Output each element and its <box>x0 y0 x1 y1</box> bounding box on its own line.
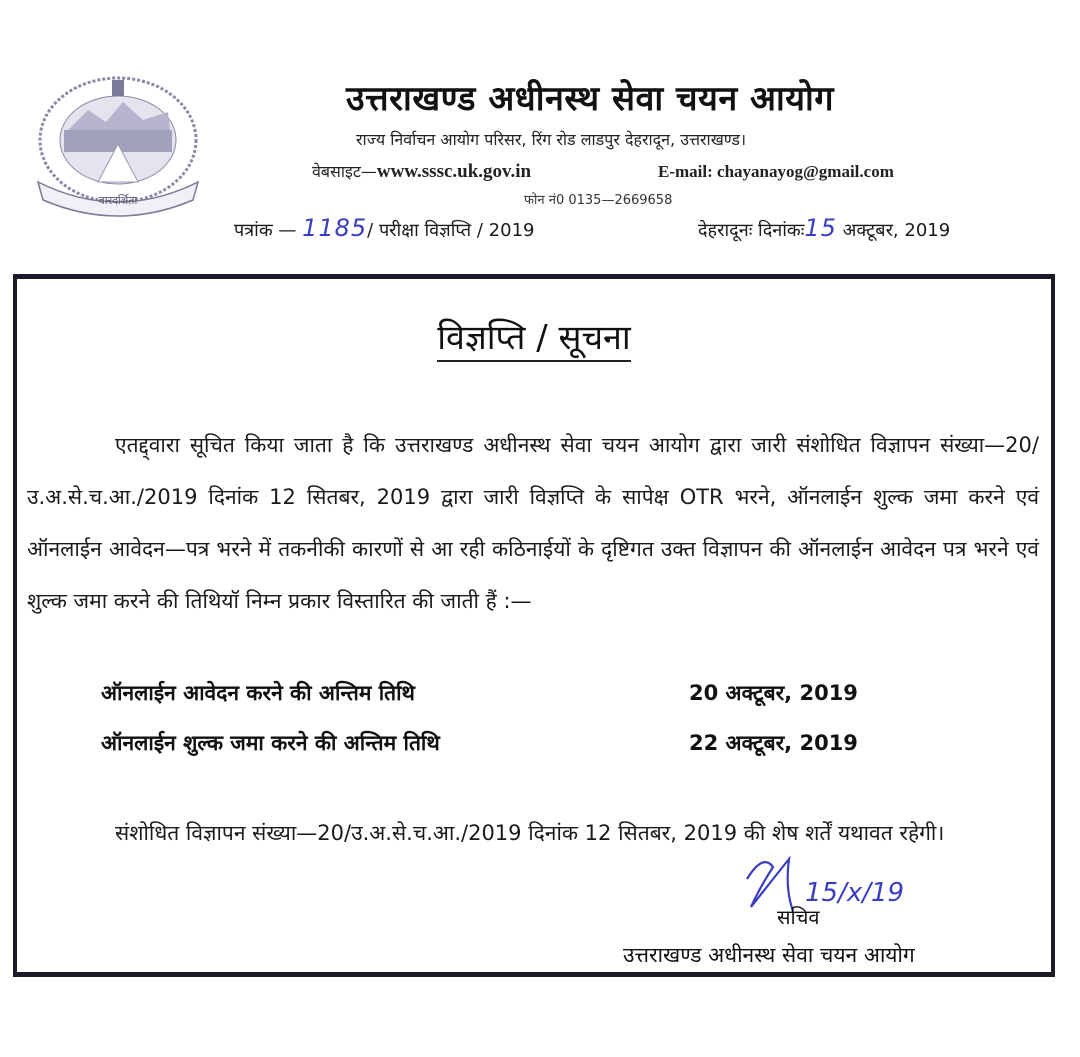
deadline-date-fee: 22 अक्टूबर, 2019 <box>689 731 858 755</box>
signature-date: 15/x/19 <box>805 878 905 908</box>
organization-address: राज्य निर्वाचन आयोग परिसर, रिंग रोड लाडपुर देहरादून, उत्तराखण्ड। <box>356 130 747 149</box>
reference-suffix: / परीक्षा विज्ञप्ति / 2019 <box>367 220 535 241</box>
date-suffix: अक्टूबर, 2019 <box>836 220 951 241</box>
signatory-designation: सचिव <box>777 905 820 929</box>
notice-title <box>17 313 1051 359</box>
signature-scribble <box>733 849 943 919</box>
notice-title-text: विज्ञप्ति / सूचना <box>437 318 630 362</box>
deadline-date-application: 20 अक्टूबर, 2019 <box>689 681 858 705</box>
handwritten-date-day: 15 <box>804 214 837 242</box>
website-link[interactable]: www.sssc.uk.gov.in <box>376 161 532 182</box>
website-line <box>312 160 531 183</box>
organization-title: उत्तराखण्ड अधीनस्थ सेवा चयन आयोग <box>346 79 834 119</box>
closing-paragraph: संशोधित विज्ञापन संख्या—20/उ.अ.से.च.आ./2019 दिनांक 12 सितबर, 2019 की शेष शर्तें यथावत रहेगी। <box>115 821 945 845</box>
reference-number <box>234 214 535 242</box>
website-label: वेबसाइट— <box>312 162 377 181</box>
phone-number: फोन नं0 0135—2669658 <box>524 193 673 208</box>
commission-emblem <box>28 72 208 222</box>
issue-date <box>698 214 950 242</box>
date-prefix: देहरादूनः दिनांकः <box>698 220 805 241</box>
email-address[interactable]: E-mail: chayanayog@gmail.com <box>658 162 894 181</box>
svg-text:वारदर्शिता: वारदर्शिता <box>98 194 138 207</box>
deadline-label-fee: ऑनलाईन शुल्क जमा करने की अन्तिम तिथि <box>101 731 440 755</box>
handwritten-reference-number: 1185 <box>302 214 368 242</box>
reference-prefix: पत्रांक — <box>234 220 303 241</box>
deadline-label-application: ऑनलाईन आवेदन करने की अन्तिम तिथि <box>101 681 415 705</box>
signatory-organization: उत्तराखण्ड अधीनस्थ सेवा चयन आयोग <box>623 943 915 967</box>
notice-box <box>13 274 1055 977</box>
notice-body: एतद्द्वारा सूचित किया जाता है कि उत्तराखण्ड अधीनस्थ सेवा चयन आयोग द्वारा जारी संशोधित विज्ञापन संख्या—20/उ.अ.से.च.आ./2019 दिनांक 12 सितबर, 2019 द्वारा जारी विज्ञप्ति के सापेक्ष OTR भरने, ऑनलाईन शुल्क जमा करने एवं ऑनलाईन आवेदन—पत्र भरने में तकनीकी कारणों से आ रही कठिनाईयों के दृष्टिगत उक्त विज्ञापन की ऑनलाईन आवेदन पत्र भरने एवं शुल्क जमा करने की तिथियॉ निम्न प्रकार विस्तारित की जाती हैं :— <box>27 433 1039 613</box>
